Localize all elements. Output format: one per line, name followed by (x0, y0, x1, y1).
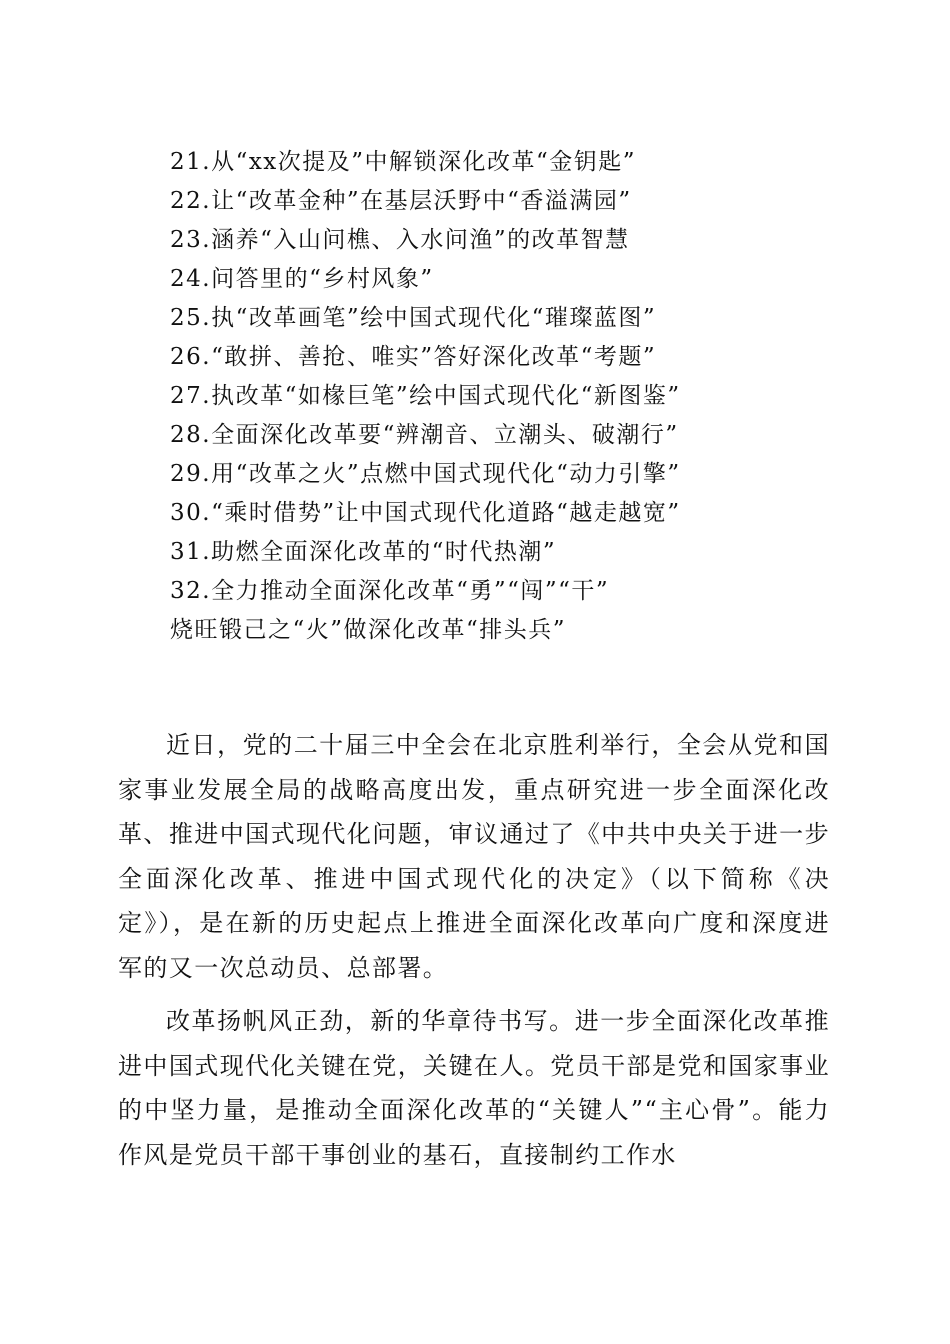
list-item: 30.“乘时借势”让中国式现代化道路“越走越宽” (170, 500, 681, 526)
body-paragraph: 改革扬帆风正劲，新的华章待书写。进一步全面深化改革推进中国式现代化关键在党，关键在人。党员干部是党和国家事业的中坚力量，是推动全面深化改革的“关键人”“主心骨”。能力作风是党员干部干事创业的基石，直接制约工作水 (118, 1007, 830, 1169)
list-item: 29.用“改革之火”点燃中国式现代化“动力引擎” (170, 461, 681, 487)
list-item: 32.全力推动全面深化改革“勇”“闯”“干” (170, 578, 610, 604)
article-body (118, 723, 830, 1177)
list-item: 31.助燃全面深化改革的“时代热潮” (170, 539, 557, 565)
list-item: 28.全面深化改革要“辨潮音、立潮头、破潮行” (170, 422, 679, 448)
title-list (170, 143, 830, 650)
list-item: 21.从“xx次提及”中解锁深化改革“金钥匙” (170, 149, 637, 175)
list-item: 23.涵养“入山问樵、入水问渔”的改革智慧 (170, 227, 630, 253)
list-item: 25.执“改革画笔”绘中国式现代化“璀璨蓝图” (170, 305, 657, 331)
list-item: 24.问答里的“乡村风象” (170, 266, 434, 292)
list-item: 22.让“改革金种”在基层沃野中“香溢满园” (170, 188, 632, 214)
list-item: 27.执改革“如椽巨笔”绘中国式现代化“新图鉴” (170, 383, 681, 409)
body-paragraph: 近日，党的二十届三中全会在北京胜利举行，全会从党和国家事业发展全局的战略高度出发，重点研究进一步全面深化改革、推进中国式现代化问题，审议通过了《中共中央关于进一步全面深化改革、推进中国式现代化的决定》（以下简称《决定》），是在新的历史起点上推进全面深化改革向广度和深度进军的又一次总动员、总部署。 (118, 731, 830, 982)
list-item: 26.“敢拼、善抢、唯实”答好深化改革“考题” (170, 344, 657, 370)
article-heading: 烧旺锻己之“火”做深化改革“排头兵” (170, 617, 567, 643)
